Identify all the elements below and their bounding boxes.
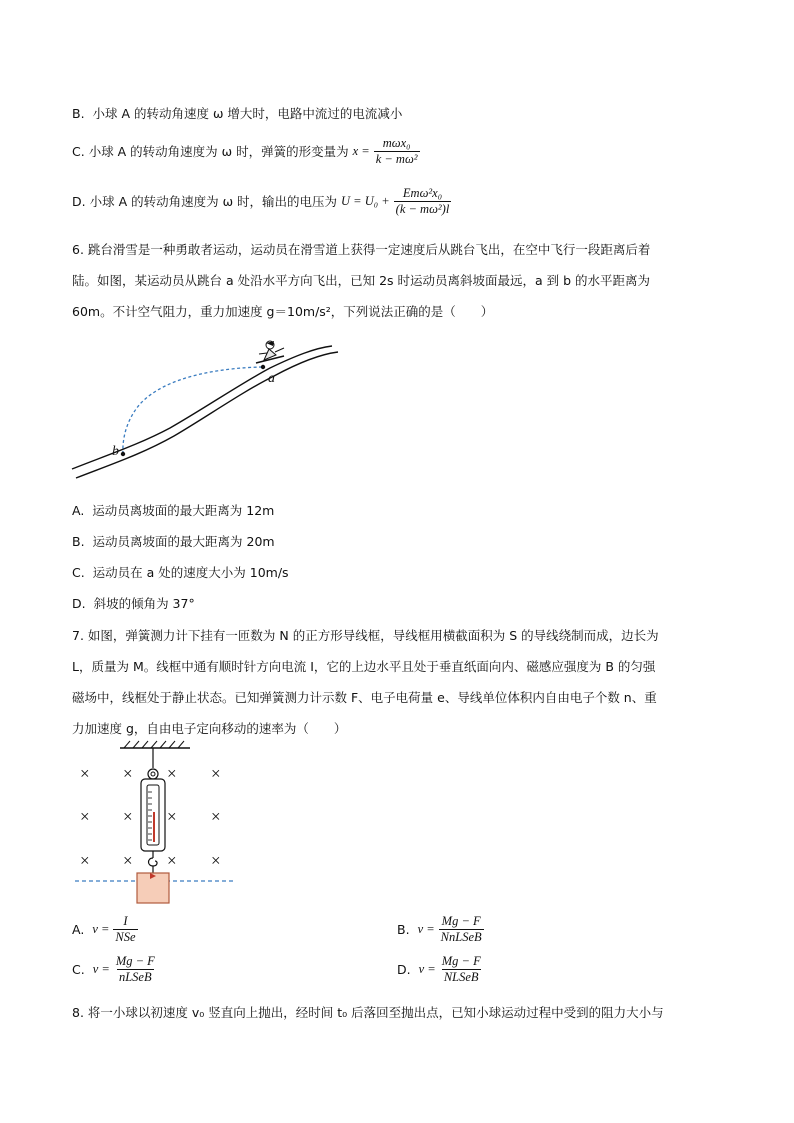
stem-text: 如图，弹簧测力计下挂有一匝数为 N 的正方形导线框，导线框用横截面积为 S 的导线绕制而成，边长为 bbox=[87, 628, 659, 643]
hook-icon bbox=[149, 858, 158, 866]
formula-lhs: U = U₀ + bbox=[341, 193, 390, 208]
skier-icon bbox=[256, 341, 284, 363]
q5-option-d bbox=[72, 182, 451, 220]
formula bbox=[92, 914, 137, 945]
q5-option-b bbox=[72, 104, 402, 122]
field-cross: × bbox=[211, 764, 221, 783]
denominator: NLSeB bbox=[443, 969, 479, 984]
numerator: Mg − F bbox=[441, 953, 481, 968]
option-letter: C. bbox=[72, 565, 85, 580]
denominator: nLSeB bbox=[118, 969, 152, 984]
slope-upper-line bbox=[72, 346, 332, 469]
q6-option-a bbox=[72, 501, 274, 519]
numerator: Mg − F bbox=[115, 953, 155, 968]
formula bbox=[341, 186, 451, 217]
spring-scale-figure bbox=[70, 740, 240, 910]
q7-stem-line2: L，质量为 M。线框中通有顺时针方向电流 I，它的上边水平且处于垂直纸面向内、磁感应强度为 B 的匀强 bbox=[72, 659, 656, 674]
formula-lhs: v = bbox=[418, 961, 436, 976]
q7-option-a bbox=[72, 911, 138, 947]
formula bbox=[419, 954, 483, 985]
q7-option-b bbox=[397, 911, 484, 947]
option-letter: C. bbox=[72, 143, 85, 159]
option-letter: A. bbox=[72, 503, 85, 518]
option-text: 运动员离坡面的最大距离为 20m bbox=[92, 534, 275, 549]
numerator: I bbox=[123, 913, 128, 928]
field-cross: × bbox=[211, 851, 221, 870]
numerator: mωx₀ bbox=[382, 135, 411, 150]
option-letter: B. bbox=[397, 921, 410, 937]
option-text: 运动员在 a 处的速度大小为 10m/s bbox=[92, 565, 289, 580]
numerator: Emω²x₀ bbox=[402, 185, 443, 200]
top-ring bbox=[148, 769, 158, 779]
question-number: 8. bbox=[72, 1005, 84, 1020]
option-text: 运动员离坡面的最大距离为 12m bbox=[92, 503, 275, 518]
fraction bbox=[440, 954, 483, 985]
q8-stem-line1 bbox=[72, 1003, 664, 1021]
fraction bbox=[394, 186, 452, 217]
ceiling-hatch bbox=[120, 741, 190, 748]
option-letter: D. bbox=[72, 193, 86, 209]
option-letter: B. bbox=[72, 106, 85, 121]
stem-text: 跳台滑雪是一种勇敢者运动，运动员在滑雪道上获得一定速度后从跳台飞出，在空中飞行一段距离后着 bbox=[87, 242, 651, 257]
field-cross: × bbox=[167, 851, 177, 870]
fraction bbox=[439, 914, 484, 945]
question-number: 6. bbox=[72, 242, 84, 257]
option-text: 小球 A 的转动角速度为 ω 时，弹簧的形变量为 bbox=[88, 144, 349, 159]
q6-stem-line2: 陆。如图，某运动员从跳台 a 处沿水平方向飞出，已知 2s 时运动员离斜坡面最远，a 到 b 的水平距离为 bbox=[72, 273, 651, 288]
field-cross: × bbox=[80, 764, 90, 783]
denominator: NnLSeB bbox=[440, 929, 482, 944]
formula bbox=[418, 914, 484, 945]
fraction bbox=[374, 136, 420, 167]
denominator: k − mω² bbox=[375, 151, 418, 166]
fraction bbox=[113, 914, 137, 945]
q5-option-c bbox=[72, 133, 420, 169]
option-letter: B. bbox=[72, 534, 85, 549]
formula-lhs: v = bbox=[92, 961, 110, 976]
formula bbox=[93, 954, 157, 985]
q7-stem-line3: 磁场中，线框处于静止状态。已知弹簧测力计示数 F、电子电荷量 e、导线单位体积内自由电子个数 n、重 bbox=[72, 690, 657, 705]
field-cross: × bbox=[123, 807, 133, 826]
formula-lhs: v = bbox=[92, 921, 110, 936]
formula-lhs: x = bbox=[352, 143, 370, 158]
top-ring-inner bbox=[151, 772, 155, 776]
label-b: b bbox=[112, 444, 119, 459]
field-cross: × bbox=[80, 851, 90, 870]
option-letter: D. bbox=[397, 961, 411, 977]
q7-option-c bbox=[72, 951, 157, 987]
option-text: 斜坡的倾角为 37° bbox=[93, 596, 195, 611]
q6-option-c bbox=[72, 563, 289, 581]
field-cross: × bbox=[167, 764, 177, 783]
q7-stem-line1 bbox=[72, 626, 659, 644]
slope-lower-line bbox=[76, 352, 338, 478]
option-text: 小球 A 的转动角速度 ω 增大时，电路中流过的电流减小 bbox=[92, 106, 403, 121]
point-a bbox=[261, 365, 265, 369]
field-cross: × bbox=[80, 807, 90, 826]
field-cross: × bbox=[123, 851, 133, 870]
stem-text: 将一小球以初速度 v₀ 竖直向上抛出，经时间 t₀ 后落回至抛出点，已知小球运动过程中受到的阻力大小与 bbox=[87, 1005, 664, 1020]
denominator: NSe bbox=[115, 929, 136, 944]
option-letter: A. bbox=[72, 921, 85, 937]
option-letter: C. bbox=[72, 961, 85, 977]
q6-option-d bbox=[72, 594, 195, 612]
fraction bbox=[114, 954, 157, 985]
q6-stem-line3: 60m。不计空气阻力，重力加速度 g＝10m/s²，下列说法正确的是（ ） bbox=[72, 304, 494, 319]
q6-stem-line1 bbox=[72, 240, 650, 258]
ski-jump-figure bbox=[70, 336, 340, 486]
formula-lhs: v = bbox=[417, 921, 435, 936]
field-cross: × bbox=[211, 807, 221, 826]
denominator: (k − mω²)l bbox=[395, 201, 450, 216]
q7-option-d bbox=[397, 951, 483, 987]
option-letter: D. bbox=[72, 596, 86, 611]
point-b bbox=[121, 452, 125, 456]
label-a: a bbox=[268, 371, 275, 386]
formula bbox=[353, 136, 420, 167]
numerator: Mg − F bbox=[441, 913, 481, 928]
field-cross: × bbox=[123, 764, 133, 783]
q7-stem-line4: 力加速度 g，自由电子定向移动的速率为（ ） bbox=[72, 721, 347, 736]
question-number: 7. bbox=[72, 628, 84, 643]
q6-option-b bbox=[72, 532, 275, 550]
option-text: 小球 A 的转动角速度为 ω 时，输出的电压为 bbox=[89, 194, 338, 209]
field-cross: × bbox=[167, 807, 177, 826]
